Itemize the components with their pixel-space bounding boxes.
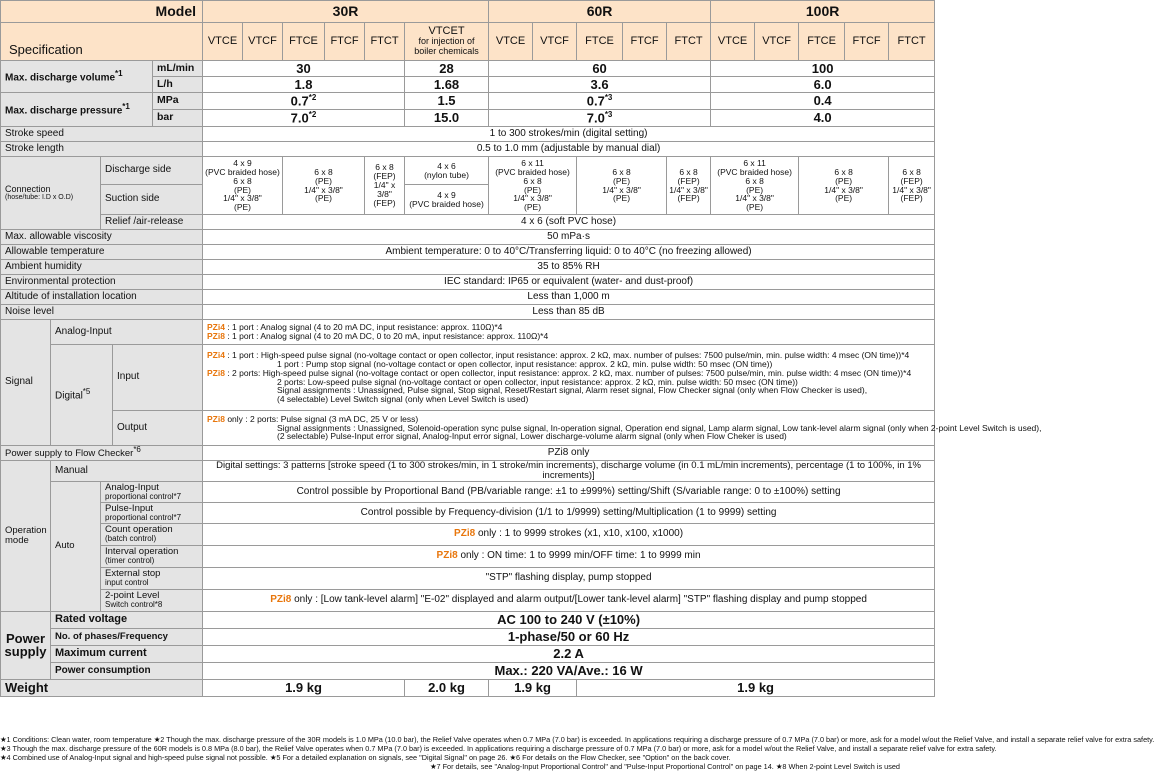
spec-label: Specification <box>1 23 203 61</box>
dv-100-ml: 100 <box>711 61 935 77</box>
cell-line: 1/4" x 3/8" <box>513 193 552 204</box>
weight-100r: 1.9 kg <box>577 679 935 696</box>
cell-line: (PE) <box>524 202 542 213</box>
dv-60-ml: 60 <box>489 61 711 77</box>
viscosity-value: 50 mPa·s <box>203 230 935 245</box>
signal-line <box>207 332 932 341</box>
op-item-1-value: Control possible by Frequency-division (1/1 to 1/9999) setting/Multiplication (1 to 9999) setting <box>203 502 935 523</box>
op-item-2-label: Count operation (batch control) <box>101 523 203 545</box>
conn-vtc-60 <box>489 157 577 215</box>
cell-line: 1/4" x 3/8" <box>223 193 262 204</box>
signal-line <box>207 395 932 404</box>
cell-line: 6 x 8 <box>233 175 252 186</box>
dp-30-mpa: 0.7$^{*2}$ <box>203 93 405 110</box>
cell-line: (PE) <box>746 184 764 195</box>
humidity-value: 35 to 85% RH <box>203 260 935 275</box>
cell-line: 1/4" x 3/8" <box>824 184 863 195</box>
cell-line: 4 x 6 <box>437 160 456 171</box>
output-label: Output <box>113 411 203 446</box>
footnote-2: ★3 Though the max. discharge pressure of the 60R models is 0.8 MPa (8.0 bar), the Relief Valve operates when 0.7 MPa (7.0 bar) is exceeded. In applications requiring a discharge pressure of 0.7 MPa (7.0 bar) or more, ask for a model w/out the Relief Valve, and install a separate relief valve for extra safety. <box>0 744 997 754</box>
rated-voltage-value: AC 100 to 240 V (±10%) <box>203 611 935 628</box>
cell-line: (PE) <box>746 202 764 213</box>
cell-line: 1/4" x 3/8" <box>735 193 774 204</box>
model-ftcf-30: FTCF <box>325 23 365 61</box>
cell-line: 1/4" x 3/8" <box>892 184 931 195</box>
group-30r: 30R <box>203 1 489 23</box>
conn-ftce-100 <box>799 157 889 215</box>
weight-60r: 1.9 kg <box>489 679 577 696</box>
cell-line: (PE) <box>315 175 332 186</box>
cell-line: (PE) <box>835 175 853 186</box>
unit-mpa: MPa <box>153 93 203 110</box>
cell-line: (PVC braided hose) <box>409 198 484 209</box>
cell-line: 1/4" x 3/8" <box>669 184 708 195</box>
relief-label: Relief /air-release <box>101 215 203 230</box>
operation-mode-label: Operation mode <box>1 461 51 612</box>
humidity-label: Ambient humidity <box>1 260 203 275</box>
dv-60-l: 3.6 <box>489 77 711 93</box>
conn-vtcet-discharge <box>405 157 489 185</box>
conn-vtc-100 <box>711 157 799 215</box>
conn-vtcet-suction <box>405 185 489 215</box>
noise-value: Less than 85 dB <box>203 305 935 320</box>
signal-text: (2 selectable) Pulse-Input error signal, Analog-Input error signal, Lower discharge-volume alarm signal (only when Flow Cheker is used) <box>277 431 787 442</box>
cell-line: 6 x 8 <box>834 166 853 177</box>
conn-ftct-30 <box>365 157 405 215</box>
weight-30r: 1.9 kg <box>203 679 405 696</box>
dp-100-bar: 4.0 <box>711 110 935 127</box>
op-item-0-label: Analog-Input proportional control*7 <box>101 481 203 502</box>
conn-ftce-60 <box>577 157 667 215</box>
discharge-volume-label: Max. discharge volume$^{*1}$ <box>1 61 153 93</box>
analog-input-label: Analog-Input <box>51 320 203 345</box>
digital-label: Digital$^{*5}$ <box>51 345 113 446</box>
cell-line: 1/4" x 3/8" <box>373 180 396 199</box>
digital-input-value <box>203 345 935 411</box>
conn-ftce-30 <box>283 157 365 215</box>
op-item-5-label: 2-point Level Switch control*8 <box>101 589 203 611</box>
cell-line: (FEP) <box>677 193 700 204</box>
cell-line: (FEP) <box>677 175 700 186</box>
model-vtce-30: VTCE <box>203 23 243 61</box>
footnote-4: ★7 For details, see "Analog-Input Proportional Control" and "Pulse-Input Proportional Control" on page 14. ★8 When 2-point Level Switch is used <box>429 762 900 772</box>
model-ftce-30: FTCE <box>283 23 325 61</box>
signal-text: : 1 port : Analog signal (4 to 20 mA DC, input resistance: approx. 110Ω)*4 <box>224 322 503 333</box>
discharge-pressure-label: Max. discharge pressure$^{*1}$ <box>1 93 153 127</box>
cell-line: (PE) <box>524 184 542 195</box>
signal-text: : 1 port : High-speed pulse signal (no-voltage contact or open collector, input resistance: approx. 2 kΩ, max. number of pulses: 7500 pulse/min, min. pulse width: 4 msec (ON time))*4 <box>224 349 910 360</box>
model-ftce-60: FTCE <box>577 23 623 61</box>
dv-vtcet-l: 1.68 <box>405 77 489 93</box>
cell-line: (PVC braided hose) <box>495 166 570 177</box>
cell-line: (PE) <box>835 193 853 204</box>
op-item-3-value: PZi8 only : ON time: 1 to 9999 min/OFF time: 1 to 9999 min <box>203 545 935 567</box>
op-item-3-label: Interval operation (timer control) <box>101 545 203 567</box>
temperature-label: Allowable temperature <box>1 245 203 260</box>
cell-line: 1/4" x 3/8" <box>602 184 641 195</box>
op-item-4-label: External stop input control <box>101 567 203 589</box>
dv-30-ml: 30 <box>203 61 405 77</box>
signal-text: : 1 port : Analog signal (4 to 20 mA DC, 0 to 20 mA, input resistance: approx. 110Ω)*4 <box>224 331 549 341</box>
cell-line: (PVC braided hose) <box>205 166 280 177</box>
dp-30-bar: 7.0$^{*2}$ <box>203 110 405 127</box>
cell-line: (PE) <box>234 184 251 195</box>
model-ftcf-60: FTCF <box>623 23 667 61</box>
stroke-length-value: 0.5 to 1.0 mm (adjustable by manual dial) <box>203 142 935 157</box>
signal-text: only : 2 ports: Pulse signal (3 mA DC, 25 V or less) <box>224 413 419 424</box>
manual-label: Manual <box>51 461 203 482</box>
op-item-0-value: Control possible by Proportional Band (PB/variable range: ±1 to ±999%) setting/Shift (S/variable range: 0 to ±100%) setting <box>203 481 935 502</box>
signal-line <box>207 432 932 441</box>
model-vtcet <box>405 23 489 61</box>
flow-checker-label: Power supply to Flow Checker$^{*6}$ <box>1 446 203 461</box>
max-current-label: Maximum current <box>51 645 203 662</box>
footnote-1: ★1 Conditions: Clean water, room temperature ★2 Though the max. discharge pressure of the 30R models is 1.0 MPa (10.0 bar), the Relief Valve operates when 0.7 MPa (7.0 bar) is exceeded. In applications requiring a discharge pressure of 0.7 MPa (7.0 bar) or more, ask for a model w/out the Relief Valve, and install a separate relief valve for extra safety. <box>0 735 1154 744</box>
power-consumption-label: Power consumption <box>51 662 203 679</box>
cell-line: (FEP) <box>373 197 396 208</box>
cell-line: (PE) <box>613 175 631 186</box>
footnotes <box>0 735 1154 772</box>
model-ftct-30: FTCT <box>365 23 405 61</box>
cell-line: 6 x 8 <box>314 166 333 177</box>
analog-input-value <box>203 320 935 345</box>
cell-line: 6 x 11 <box>521 157 544 168</box>
op-item-4-value: "STP" flashing display, pump stopped <box>203 567 935 589</box>
flow-checker-value: PZi8 only <box>203 446 935 461</box>
model-label: Model <box>1 1 203 23</box>
dv-vtcet-ml: 28 <box>405 61 489 77</box>
conn-ftct-100 <box>889 157 935 215</box>
cell-line: 6 x 8 <box>375 162 394 173</box>
signal-text: (4 selectable) Level Switch signal (only when Level Switch is used) <box>277 394 529 405</box>
cell-line: 6 x 8 <box>902 166 921 177</box>
cell-line: 6 x 8 <box>523 175 542 186</box>
manual-value: Digital settings: 3 patterns [stroke speed (1 to 300 strokes/min, in 1 stroke/min increments), discharge volume (in 0.1 mL/min increments), percentage (1 to 100%, in 1% increments)] <box>203 461 935 482</box>
cell-line: (PVC braided hose) <box>717 166 792 177</box>
cell-line: 1/4" x 3/8" <box>304 184 343 195</box>
cell-line: 6 x 8 <box>745 175 764 186</box>
protection-label: Environmental protection <box>1 275 203 290</box>
model-ftct-60: FTCT <box>667 23 711 61</box>
cell-line: 6 x 8 <box>679 166 698 177</box>
stroke-speed-value: 1 to 300 strokes/min (digital setting) <box>203 127 935 142</box>
cell-line: 6 x 8 <box>612 166 631 177</box>
dp-vtcet-bar: 15.0 <box>405 110 489 127</box>
dv-30-l: 1.8 <box>203 77 405 93</box>
dp-60-bar: 7.0$^{*3}$ <box>489 110 711 127</box>
power-supply-label: Power supply <box>1 611 51 679</box>
viscosity-label: Max. allowable viscosity <box>1 230 203 245</box>
cell-line: 4 x 9 <box>437 189 456 200</box>
phases-value: 1-phase/50 or 60 Hz <box>203 628 935 645</box>
cell-line: (FEP) <box>373 171 396 182</box>
order-code: PZi4 <box>207 349 225 360</box>
altitude-label: Altitude of installation location <box>1 290 203 305</box>
signal-text: 1 port : Pump stop signal (no-voltage contact or open collector, input resistance: approx. 2 kΩ, min. pulse width: 50 msec (ON time)) <box>277 358 773 369</box>
input-label: Input <box>113 345 203 411</box>
model-ftce-100: FTCE <box>799 23 845 61</box>
auto-label: Auto <box>51 481 101 611</box>
connection-label: Connection (hose/tube: I.D x O.D) <box>1 157 101 230</box>
order-code: PZi8 <box>207 413 225 424</box>
signal-text: Signal assignments : Unassigned, Solenoid-operation sync pulse signal, In-operation signal, Operation end signal, Lamp alarm signal, Low tank-level alarm signal (only when 2-point Level Switch is used), <box>277 422 1042 433</box>
unit-ml-min: mL/min <box>153 61 203 77</box>
relief-value: 4 x 6 (soft PVC hose) <box>203 215 935 230</box>
conn-ftct-60 <box>667 157 711 215</box>
model-vtcet-name: VTCET <box>428 24 465 37</box>
cell-line: 6 x 11 <box>743 157 766 168</box>
model-ftcf-100: FTCF <box>845 23 889 61</box>
temperature-value: Ambient temperature: 0 to 40°C/Transferring liquid: 0 to 40°C (no freezing allowed) <box>203 245 935 260</box>
footnote-3: ★4 Combined use of Analog-Input signal and high-speed pulse signal not possible. ★5 For a detailed explanation on signals, see "Digital Signal" on page 26. ★6 For details on the Flow Checker, see "Option" on the back cover. <box>0 753 731 763</box>
weight-vtcet: 2.0 kg <box>405 679 489 696</box>
dp-vtcet-mpa: 1.5 <box>405 93 489 110</box>
order-code: PZi4 <box>207 322 225 333</box>
cell-line: (nylon tube) <box>424 169 469 180</box>
dv-100-l: 6.0 <box>711 77 935 93</box>
rated-voltage-label: Rated voltage <box>51 611 203 628</box>
cell-line: (PE) <box>234 202 251 213</box>
model-vtcf-30: VTCF <box>243 23 283 61</box>
cell-line: (PE) <box>315 193 332 204</box>
signal-text: Signal assignments : Unassigned, Pulse signal, Stop signal, Reset/Restart signal, Alarm reset signal, Flow Checker signal (only when Flow Checker is used), <box>277 385 868 396</box>
dp-60-mpa: 0.7$^{*3}$ <box>489 93 711 110</box>
suction-side-label: Suction side <box>101 185 203 215</box>
op-item-5-value: PZi8 only : [Low tank-level alarm] "E-02" displayed and alarm output/[Lower tank-level alarm] "STP" flashing display and pump stopped <box>203 589 935 611</box>
weight-label: Weight <box>1 679 203 696</box>
stroke-speed-label: Stroke speed <box>1 127 203 142</box>
signal-label: Signal <box>1 320 51 446</box>
model-vtcet-note: for injection of boiler chemicals <box>414 36 479 57</box>
op-item-2-value: PZi8 only : 1 to 9999 strokes (x1, x10, x100, x1000) <box>203 523 935 545</box>
model-vtce-100: VTCE <box>711 23 755 61</box>
phases-label: No. of phases/Frequency <box>51 628 203 645</box>
protection-value: IEC standard: IP65 or equivalent (water- and dust-proof) <box>203 275 935 290</box>
power-consumption-value: Max.: 220 VA/Ave.: 16 W <box>203 662 935 679</box>
signal-text: 2 ports: Low-speed pulse signal (no-voltage contact or open collector, input resistance: approx. 2 kΩ, min. pulse width: 50 msec (ON time)) <box>277 376 798 387</box>
altitude-value: Less than 1,000 m <box>203 290 935 305</box>
unit-l-h: L/h <box>153 77 203 93</box>
model-vtcf-100: VTCF <box>755 23 799 61</box>
max-current-value: 2.2 A <box>203 645 935 662</box>
group-100r: 100R <box>711 1 935 23</box>
cell-line: (FEP) <box>900 193 923 204</box>
discharge-side-label: Discharge side <box>101 157 203 185</box>
conn-vtc-30 <box>203 157 283 215</box>
model-vtce-60: VTCE <box>489 23 533 61</box>
model-vtcf-60: VTCF <box>533 23 577 61</box>
order-code: PZi8 <box>207 331 225 341</box>
digital-output-value <box>203 411 1042 446</box>
dp-100-mpa: 0.4 <box>711 93 935 110</box>
stroke-length-label: Stroke length <box>1 142 203 157</box>
unit-bar: bar <box>153 110 203 127</box>
signal-text: : 2 ports: High-speed pulse signal (no-voltage contact or open collector, input resistance: approx. 2 kΩ, max. number of pulses: 7500 pulse/min, min. pulse width: 4 msec (ON time))*4 <box>224 367 912 378</box>
cell-line: (PE) <box>613 193 631 204</box>
cell-line: (FEP) <box>900 175 923 186</box>
noise-label: Noise level <box>1 305 203 320</box>
cell-line: 4 x 9 <box>233 157 252 168</box>
order-code: PZi8 <box>207 367 225 378</box>
model-ftct-100: FTCT <box>889 23 935 61</box>
group-60r: 60R <box>489 1 711 23</box>
op-item-1-label: Pulse-Input proportional control*7 <box>101 502 203 523</box>
